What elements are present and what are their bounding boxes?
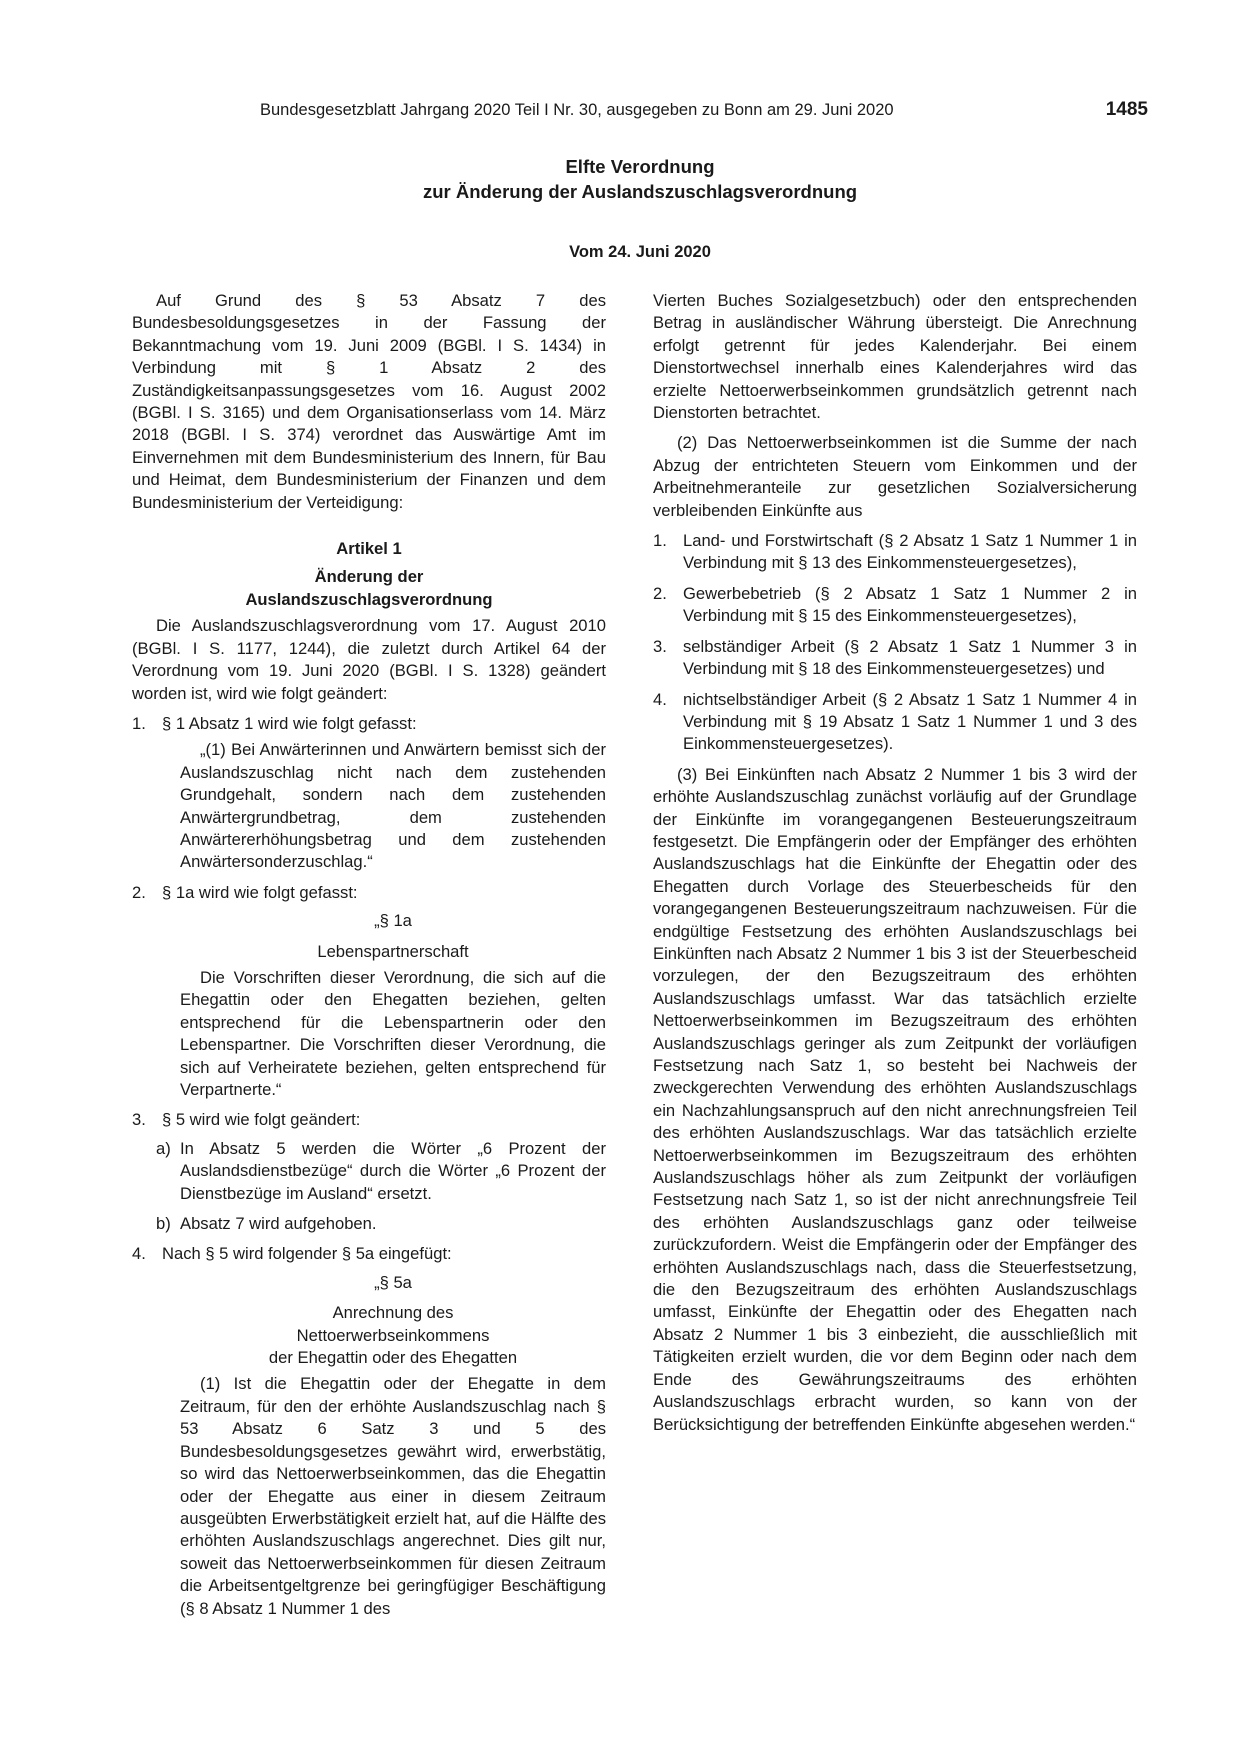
income-list-item-2 bbox=[653, 583, 1137, 628]
income-list-item-4 bbox=[653, 689, 1137, 756]
continued-paragraph: Vierten Buches Sozialgesetzbuch) oder den entsprechenden Betrag in ausländischer Währung übersteigt. Die Anrechnung erfolgt getrennt für jedes Kalenderjahr. Bei einem Dienstortwechsel innerhalb eines Kalenderjahres wird das erzielte Nettoerwerbseinkommen grundsätzlich getrennt nach Dienstorten betrachtet. bbox=[653, 291, 1137, 423]
absatz-2: (2) Das Nettoerwerbseinkommen ist die Summe der nach Abzug der entrichteten Steuern vom Einkommen und der Arbeitnehmeranteile zur gesetzlichen Sozialversicherung verbleibenden Einkünfte aus bbox=[653, 433, 1137, 520]
sub-item-text: Absatz 7 wird aufgehoben. bbox=[180, 1214, 377, 1234]
absatz-3: (3) Bei Einkünften nach Absatz 2 Nummer 1 bis 3 wird der erhöhte Auslandszuschlag zunächst vorläufig auf der Grundlage der Einkünfte im vorangegangenen Besteuerungszeitraum festgesetzt. Die Empfängerin oder der Empfänger des erhöhten Auslandszuschlags hat die Einkünfte der Ehegattin oder des Ehegatten durch Vorlage des Steuerbescheids für den vorangegangenen Besteuerungszeitraum nachzuweisen. Für die endgültige Festsetzung des erhöhten Auslandszuschlags bei Einkünften nach Absatz 2 Nummer 1 bis 3 ist der Steuerbescheid vorzulegen, der den Bezugszeitraum des erhöhten Auslandszuschlags umfasst. War das tatsächlich erzielte Nettoerwerbseinkommen im Bezugszeitraum des erhöhten Auslandszuschlags geringer als zum Zeitpunkt der vorläufigen Festsetzung nach Satz 1, so besteht bei Nachweis der zweckgerechten Verwendung des erhöhten Auslandszuschlags ein Nachzahlungsanspruch auf den nicht anrechnungsfreien Teil des erhöhten Auslandszuschlags. War das tatsächlich erzielte Nettoerwerbseinkommen im Bezugszeitraum des erhöhten Auslandszuschlags höher als zum Zeitpunkt der vorläufigen Festsetzung nach Satz 1, so ist der nicht anrechnungsfreie Teil des erhöhten Auslandszuschlags ganz oder teilweise zurückzufordern. Weist die Empfängerin oder der Empfänger des erhöhten Auslandszuschlags nach, dass die Steuerfestsetzung, die den Bezugszeitraum des erhöhten Auslandszuschlags umfasst, Einkünfte der Ehegattin oder des Ehegatten nach Absatz 2 Nummer 1 bis 3 einbezieht, die ausschließlich mit Tätigkeiten erzielt wurden, die vor dem Beginn oder nach dem Ende des Gewährungszeitraums des erhöhten Auslandszuschlags erbracht wurden, so kann von der Berücksichtigung der betreffenden Einkünfte abgesehen werden.“ bbox=[653, 764, 1137, 1434]
list-item-text: Nach § 5 wird folgender § 5a eingefügt: bbox=[162, 1244, 452, 1264]
quote-text: (1) Ist die Ehegattin oder der Ehegatte in dem Zeitraum, für den der erhöhte Auslandszuschlag nach § 53 Absatz 6 Satz 3 und 5 des Bundesbesoldungsgesetzes gewährt wird, erwerbstätig, so wird das Nettoerwerbseinkommen, das die Ehegattin oder der Ehegatte aus einer in diesem Zeitraum ausgeübten Erwerbstätigkeit erzielt hat, auf die Hälfte des erhöhten Auslandszuschlags angerechnet. Dies gilt nur, soweit das Nettoerwerbseinkommen für diesen Zeitraum die Arbeitsentgeltgrenze bei geringfügiger Beschäftigung (§ 8 Absatz 1 Nummer 1 des bbox=[180, 1374, 606, 1618]
paragraph-heading-line-2: Nettoerwerbseinkommens bbox=[296, 1325, 490, 1345]
document-date: Vom 24. Juni 2020 bbox=[569, 243, 711, 261]
list-item-number: 3. bbox=[132, 1110, 146, 1130]
artikel-intro: Die Auslandszuschlagsverordnung vom 17. August 2010 (BGBl. I S. 1177, 1244), die zuletzt durch Artikel 64 der Verordnung vom 19. Juni 2020 (BGBl. I S. 1328) geändert worden ist, wird wie folgt geändert: bbox=[132, 616, 606, 703]
paragraph-heading-line-3: der Ehegattin oder des Ehegatten bbox=[268, 1348, 518, 1368]
list-item-3 bbox=[132, 1109, 606, 1131]
document-title-line-1: Elfte Verordnung bbox=[565, 156, 715, 177]
list-item-text: § 5 wird wie folgt geändert: bbox=[162, 1110, 361, 1130]
quote-block-1 bbox=[180, 739, 606, 873]
list-item-text: Land- und Forstwirtschaft (§ 2 Absatz 1 Satz 1 Nummer 1 in Verbindung mit § 13 des Einkommensteuergesetzes), bbox=[683, 531, 1137, 573]
artikel-heading: Artikel 1 bbox=[336, 539, 402, 559]
list-item-4 bbox=[132, 1243, 606, 1265]
list-item-text: § 1a wird wie folgt gefasst: bbox=[162, 882, 358, 902]
income-list-item-1 bbox=[653, 530, 1137, 575]
quote-block-2 bbox=[180, 910, 606, 1101]
artikel-title-line-2: Auslandszuschlagsverordnung bbox=[245, 589, 493, 609]
quote-text: Die Vorschriften dieser Verordnung, die sich auf die Ehegattin oder den Ehegatten beziehen, gelten entsprechend für die Lebenspartnerin oder den Lebenspartner. Die Vorschriften dieser Verordnung, die sich auf Verheiratete beziehen, gelten entsprechend für Verpartnerte.“ bbox=[180, 967, 606, 1099]
list-item-number: 3. bbox=[653, 636, 667, 656]
list-item-text: Gewerbebetrieb (§ 2 Absatz 1 Satz 1 Nummer 2 in Verbindung mit § 15 des Einkommensteuergesetzes), bbox=[683, 583, 1137, 626]
list-item-number: 4. bbox=[653, 689, 667, 709]
paragraph-heading: Lebenspartnerschaft bbox=[317, 941, 469, 961]
list-item-1 bbox=[132, 713, 606, 735]
left-column bbox=[132, 290, 606, 1620]
page-header bbox=[132, 101, 1148, 125]
paragraph-number: „§ 5a bbox=[374, 1272, 412, 1292]
sub-item-b bbox=[156, 1213, 606, 1235]
page-number: 1485 bbox=[1105, 99, 1148, 120]
sub-item-letter: b) bbox=[156, 1214, 171, 1234]
list-item-number: 4. bbox=[132, 1244, 146, 1264]
right-column bbox=[653, 290, 1137, 1436]
sub-item-a bbox=[156, 1138, 606, 1205]
list-item-number: 2. bbox=[653, 583, 667, 603]
list-item-number: 1. bbox=[132, 713, 146, 733]
income-list-item-3 bbox=[653, 636, 1137, 681]
running-title: Bundesgesetzblatt Jahrgang 2020 Teil I Nr. 30, ausgegeben zu Bonn am 29. Juni 2020 bbox=[260, 101, 894, 119]
document-title-block bbox=[132, 154, 1148, 262]
sub-item-letter: a) bbox=[156, 1138, 171, 1158]
list-item-text: nichtselbständiger Arbeit (§ 2 Absatz 1 Satz 1 Nummer 4 in Verbindung mit § 19 Absatz 1 Satz 1 Nummer 1 und 3 des Einkommensteuergesetzes). bbox=[683, 689, 1137, 754]
list-item-text: selbständiger Arbeit (§ 2 Absatz 1 Satz 1 Nummer 3 in Verbindung mit § 18 des Einkommensteuergesetzes) und bbox=[683, 636, 1137, 679]
list-item-number: 2. bbox=[132, 882, 146, 902]
list-item-text: § 1 Absatz 1 wird wie folgt gefasst: bbox=[162, 713, 417, 733]
paragraph-heading-line-1: Anrechnung des bbox=[332, 1303, 454, 1323]
document-title-line-2: zur Änderung der Auslandszuschlagsverordnung bbox=[422, 181, 858, 202]
quote-block-4 bbox=[180, 1272, 606, 1620]
artikel-title-line-1: Änderung der bbox=[314, 567, 424, 587]
intro-paragraph: Auf Grund des § 53 Absatz 7 des Bundesbesoldungsgesetzes in der Fassung der Bekanntmachung vom 19. Juni 2009 (BGBl. I S. 1434) in Verbindung mit § 1 Absatz 2 des Zuständigkeitsanpassungsgesetzes vom 16. August 2002 (BGBl. I S. 3165) und dem Organisationserlass vom 14. März 2018 (BGBl. I S. 374) verordnet das Auswärtige Amt im Einvernehmen mit dem Bundesministerium des Innern, für Bau und Heimat, dem Bundesministerium der Finanzen und dem Bundesministerium der Verteidigung: bbox=[132, 291, 606, 512]
paragraph-number: „§ 1a bbox=[374, 911, 412, 931]
list-item-number: 1. bbox=[653, 531, 667, 551]
list-item-2 bbox=[132, 882, 606, 904]
sub-item-text: In Absatz 5 werden die Wörter „6 Prozent der Auslandsdienstbezüge“ durch die Wörter „6 Prozent der Dienstbezüge im Ausland“ ersetzt. bbox=[180, 1138, 606, 1203]
quote-text: „(1) Bei Anwärterinnen und Anwärtern bemisst sich der Auslandszuschlag nicht nach dem zustehenden Grundgehalt, sondern nach dem zustehenden Anwärtergrundbetrag, dem zustehenden Anwärtererhöhungsbetrag und dem zustehenden Anwärtersonderzuschlag.“ bbox=[180, 740, 606, 872]
